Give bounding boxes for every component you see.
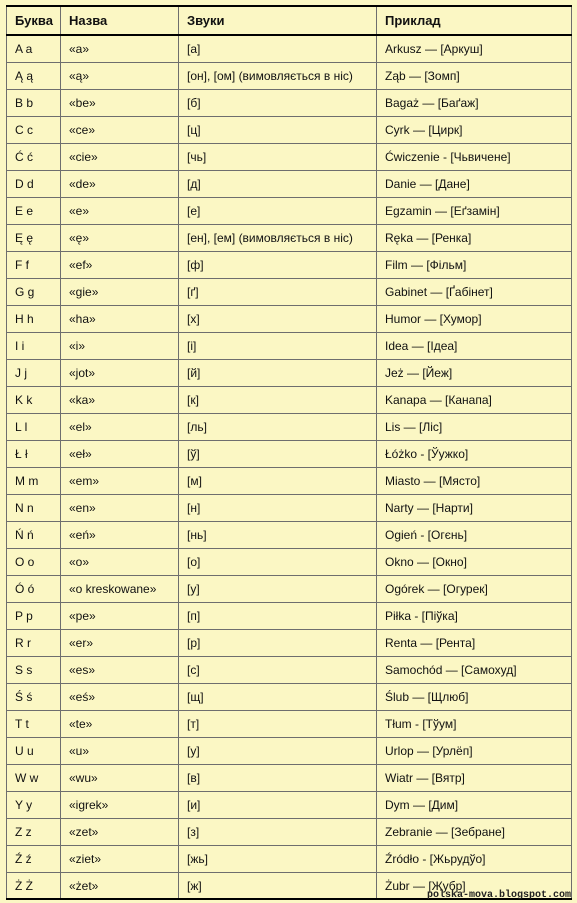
sound-cell: [ль] (179, 414, 377, 441)
table-row (7, 63, 572, 90)
table-row (7, 684, 572, 711)
sound-cell: [д] (179, 171, 377, 198)
letter-cell: W w (7, 765, 61, 792)
table-row (7, 35, 572, 63)
header-letter: Буква (7, 6, 61, 35)
example-cell: Ćwiczenie - [Чьвичене] (377, 144, 572, 171)
sound-cell: [нь] (179, 522, 377, 549)
example-cell: Dym — [Дим] (377, 792, 572, 819)
table-row (7, 360, 572, 387)
example-cell: Renta — [Рента] (377, 630, 572, 657)
name-cell: «e» (61, 198, 179, 225)
table-row (7, 819, 572, 846)
example-cell: Żubr — [Жубр] (377, 873, 572, 900)
header-sounds: Звуки (179, 6, 377, 35)
sound-cell: [п] (179, 603, 377, 630)
table-row (7, 603, 572, 630)
example-cell: Film — [Фільм] (377, 252, 572, 279)
letter-cell: R r (7, 630, 61, 657)
name-cell: «ef» (61, 252, 179, 279)
letter-cell: H h (7, 306, 61, 333)
table-row (7, 306, 572, 333)
table-row (7, 441, 572, 468)
name-cell: «ka» (61, 387, 179, 414)
letter-cell: L l (7, 414, 61, 441)
example-cell: Miasto — [Място] (377, 468, 572, 495)
table-row (7, 792, 572, 819)
table-row (7, 495, 572, 522)
sound-cell: [б] (179, 90, 377, 117)
example-cell: Humor — [Хумор] (377, 306, 572, 333)
name-cell: «cie» (61, 144, 179, 171)
name-cell: «wu» (61, 765, 179, 792)
example-cell: Ręka — [Ренка] (377, 225, 572, 252)
example-cell: Ogórek — [Огурек] (377, 576, 572, 603)
name-cell: «i» (61, 333, 179, 360)
name-cell: «en» (61, 495, 179, 522)
letter-cell: C c (7, 117, 61, 144)
name-cell: «a» (61, 35, 179, 63)
sound-cell: [чь] (179, 144, 377, 171)
name-cell: «gie» (61, 279, 179, 306)
sound-cell: [жь] (179, 846, 377, 873)
sound-cell: [о] (179, 549, 377, 576)
table-row (7, 117, 572, 144)
letter-cell: Ń ń (7, 522, 61, 549)
sound-cell: [н] (179, 495, 377, 522)
sound-cell: [ф] (179, 252, 377, 279)
letter-cell: Y y (7, 792, 61, 819)
letter-cell: Ź ź (7, 846, 61, 873)
example-cell: Bagaż — [Баґаж] (377, 90, 572, 117)
name-cell: «el» (61, 414, 179, 441)
example-cell: Egzamin — [Еґзамін] (377, 198, 572, 225)
example-cell: Urlop — [Урлёп] (377, 738, 572, 765)
table-row (7, 279, 572, 306)
example-cell: Kanapa — [Канапа] (377, 387, 572, 414)
letter-cell: S s (7, 657, 61, 684)
table-row (7, 90, 572, 117)
letter-cell: N n (7, 495, 61, 522)
example-cell: Źródło - [Жьрудўо] (377, 846, 572, 873)
table-row (7, 630, 572, 657)
letter-cell: Ż Ż (7, 873, 61, 900)
letter-cell: U u (7, 738, 61, 765)
letter-cell: M m (7, 468, 61, 495)
name-cell: «ę» (61, 225, 179, 252)
letter-cell: O o (7, 549, 61, 576)
sound-cell: [х] (179, 306, 377, 333)
alphabet-table (6, 5, 572, 900)
example-cell: Zebranie — [Зебране] (377, 819, 572, 846)
sound-cell: [к] (179, 387, 377, 414)
name-cell: «jot» (61, 360, 179, 387)
name-cell: «es» (61, 657, 179, 684)
table-row (7, 414, 572, 441)
sound-cell: [ц] (179, 117, 377, 144)
table-row (7, 711, 572, 738)
example-cell: Ząb — [Зомп] (377, 63, 572, 90)
name-cell: «o» (61, 549, 179, 576)
letter-cell: Ś ś (7, 684, 61, 711)
example-cell: Łóżko - [Ўужко] (377, 441, 572, 468)
letter-cell: A a (7, 35, 61, 63)
letter-cell: P p (7, 603, 61, 630)
letter-cell: Ę ę (7, 225, 61, 252)
letter-cell: B b (7, 90, 61, 117)
sound-cell: [он], [ом] (вимовляється в ніс) (179, 63, 377, 90)
example-cell: Samochód — [Самохуд] (377, 657, 572, 684)
name-cell: «igrek» (61, 792, 179, 819)
table-row (7, 576, 572, 603)
name-cell: «pe» (61, 603, 179, 630)
table-row (7, 846, 572, 873)
sound-cell: [у] (179, 738, 377, 765)
table-body (7, 35, 572, 899)
letter-cell: Ł ł (7, 441, 61, 468)
table-row (7, 549, 572, 576)
letter-cell: Ć ć (7, 144, 61, 171)
name-cell: «be» (61, 90, 179, 117)
letter-cell: T t (7, 711, 61, 738)
table-row (7, 225, 572, 252)
example-cell: Gabinet — [Ґабінет] (377, 279, 572, 306)
table-row (7, 738, 572, 765)
sound-cell: [в] (179, 765, 377, 792)
table-row (7, 468, 572, 495)
table-row (7, 765, 572, 792)
name-cell: «ziet» (61, 846, 179, 873)
example-cell: Ogień - [Огєнь] (377, 522, 572, 549)
name-cell: «ce» (61, 117, 179, 144)
letter-cell: Ą ą (7, 63, 61, 90)
example-cell: Tłum - [Тўум] (377, 711, 572, 738)
header-example: Приклад (377, 6, 572, 35)
table-row (7, 333, 572, 360)
sound-cell: [ен], [ем] (вимовляється в ніс) (179, 225, 377, 252)
sound-cell: [р] (179, 630, 377, 657)
example-cell: Jeż — [Йеж] (377, 360, 572, 387)
letter-cell: G g (7, 279, 61, 306)
name-cell: «eś» (61, 684, 179, 711)
sound-cell: [с] (179, 657, 377, 684)
letter-cell: F f (7, 252, 61, 279)
name-cell: «er» (61, 630, 179, 657)
name-cell: «te» (61, 711, 179, 738)
example-cell: Idea — [Ідеа] (377, 333, 572, 360)
sound-cell: [а] (179, 35, 377, 63)
name-cell: «eń» (61, 522, 179, 549)
name-cell: «de» (61, 171, 179, 198)
sound-cell: [ж] (179, 873, 377, 900)
source-footer: polska-mova.blogspot.com (426, 890, 571, 901)
table-row (7, 198, 572, 225)
letter-cell: K k (7, 387, 61, 414)
sound-cell: [и] (179, 792, 377, 819)
name-cell: «ą» (61, 63, 179, 90)
sound-cell: [т] (179, 711, 377, 738)
name-cell: «zet» (61, 819, 179, 846)
example-cell: Lis — [Ліс] (377, 414, 572, 441)
name-cell: «o kreskowane» (61, 576, 179, 603)
table-row (7, 657, 572, 684)
example-cell: Danie — [Дане] (377, 171, 572, 198)
letter-cell: Z z (7, 819, 61, 846)
example-cell: Narty — [Нарти] (377, 495, 572, 522)
header-name: Назва (61, 6, 179, 35)
table-row (7, 171, 572, 198)
example-cell: Cyrk — [Цирк] (377, 117, 572, 144)
table-row (7, 252, 572, 279)
name-cell: «żet» (61, 873, 179, 900)
letter-cell: E e (7, 198, 61, 225)
letter-cell: J j (7, 360, 61, 387)
name-cell: «ha» (61, 306, 179, 333)
table-row (7, 144, 572, 171)
sound-cell: [е] (179, 198, 377, 225)
example-cell: Okno — [Окно] (377, 549, 572, 576)
sound-cell: [ґ] (179, 279, 377, 306)
name-cell: «u» (61, 738, 179, 765)
name-cell: «em» (61, 468, 179, 495)
letter-cell: D d (7, 171, 61, 198)
table-row (7, 387, 572, 414)
example-cell: Ślub — [Щлюб] (377, 684, 572, 711)
letter-cell: I i (7, 333, 61, 360)
example-cell: Piłka - [Піўка] (377, 603, 572, 630)
sound-cell: [й] (179, 360, 377, 387)
sound-cell: [м] (179, 468, 377, 495)
sound-cell: [з] (179, 819, 377, 846)
table-row (7, 522, 572, 549)
sound-cell: [у] (179, 576, 377, 603)
letter-cell: Ó ó (7, 576, 61, 603)
header-row (7, 6, 572, 35)
sound-cell: [і] (179, 333, 377, 360)
sound-cell: [ў] (179, 441, 377, 468)
sound-cell: [щ] (179, 684, 377, 711)
example-cell: Arkusz — [Аркуш] (377, 35, 572, 63)
example-cell: Wiatr — [Вятр] (377, 765, 572, 792)
name-cell: «eł» (61, 441, 179, 468)
